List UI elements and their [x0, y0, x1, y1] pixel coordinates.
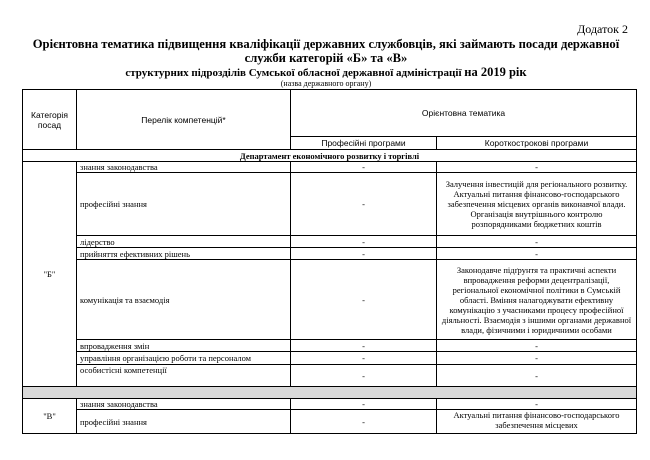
table-row [23, 340, 637, 352]
professional-cell: - [291, 162, 437, 173]
professional-cell: - [291, 365, 437, 387]
short-term-cell: - [437, 365, 637, 387]
header-category: Категорія посад [23, 90, 77, 150]
short-term-cell: - [437, 248, 637, 260]
competency-cell: знання законодавства [77, 162, 291, 173]
competency-cell: прийняття ефективних рішень [77, 248, 291, 260]
competency-cell: лідерство [77, 236, 291, 248]
table-row [23, 173, 637, 236]
short-term-cell: Залучення інвестицій для регіонального розвитку. Актуальні питання фінансово-господарського забезпечення місцевих органів виконавчої влади. Організація внутрішнього контролю розпорядниками бюджетних коштів [437, 173, 637, 236]
competency-cell: комунікація та взаємодія [77, 260, 291, 340]
document-title: Орієнтовна тематика підвищення кваліфікації державних службовців, які займають посади державної служби категорій «Б» та «В» [32, 37, 620, 65]
short-term-cell: - [437, 162, 637, 173]
document-subtitle [20, 66, 632, 79]
competency-cell: особистісні компетенції [77, 365, 291, 387]
subtitle-year: на 2019 рік [464, 65, 527, 79]
separator-row [23, 387, 637, 399]
category-v-cell: "В" [23, 399, 77, 434]
header-short-term: Короткострокові програми [437, 137, 637, 150]
short-term-cell: Законодавче підґрунтя та практичні аспекти впровадження реформи децентралізації, регіональної економічної політики в Сумській області. Вміння налагоджувати ефективну комунікацію з учасниками процесу професійної діяльності. Взаємодія з іншими органами державної влади, фізичними і юридичними особами [437, 260, 637, 340]
table-row [23, 410, 637, 434]
professional-cell: - [291, 399, 437, 410]
competency-cell: управління організацією роботи та персоналом [77, 352, 291, 365]
competency-cell: знання законодавства [77, 399, 291, 410]
short-term-cell: - [437, 352, 637, 365]
competency-cell: впровадження змін [77, 340, 291, 352]
table-row [23, 236, 637, 248]
professional-cell: - [291, 248, 437, 260]
organ-caption: (назва державного органу) [280, 79, 372, 88]
training-topics-table [22, 89, 637, 434]
table-row [23, 260, 637, 340]
professional-cell: - [291, 260, 437, 340]
competency-cell: професійні знання [77, 173, 291, 236]
professional-cell: - [291, 410, 437, 434]
header-competencies: Перелік компетенцій* [77, 90, 291, 150]
table-row [23, 162, 637, 173]
department-row: Департамент економічного розвитку і торгівлі [23, 150, 637, 162]
competency-cell: професійні знання [77, 410, 291, 434]
professional-cell: - [291, 173, 437, 236]
short-term-cell: - [437, 340, 637, 352]
short-term-cell: Актуальні питання фінансово-господарського забезпечення місцевих [437, 410, 637, 434]
short-term-cell: - [437, 236, 637, 248]
header-professional: Професійні програми [291, 137, 437, 150]
professional-cell: - [291, 352, 437, 365]
subtitle-text: структурних підрозділів Сумської обласної державної адміністрації [125, 67, 462, 79]
table-row [23, 352, 637, 365]
category-b-cell: "Б" [23, 162, 77, 387]
table-row [23, 248, 637, 260]
appendix-label: Додаток 2 [577, 22, 628, 36]
short-term-cell: - [437, 399, 637, 410]
header-topics: Орієнтовна тематика [291, 90, 637, 137]
table-row [23, 399, 637, 410]
professional-cell: - [291, 340, 437, 352]
table-row [23, 365, 637, 387]
professional-cell: - [291, 236, 437, 248]
